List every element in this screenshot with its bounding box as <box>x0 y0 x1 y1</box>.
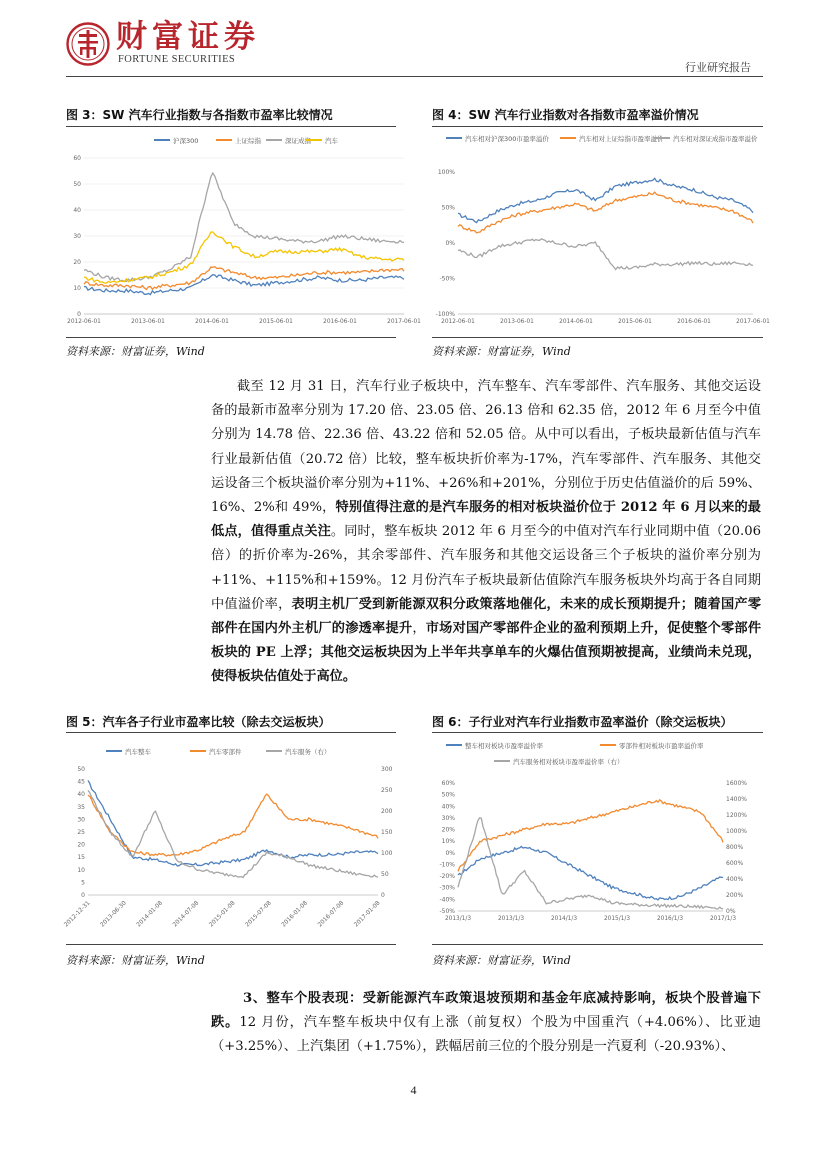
fig5-chart <box>63 737 412 937</box>
y-tick-label: -50% <box>439 275 455 283</box>
x-tick-label: 2017/1/3 <box>709 916 737 922</box>
fig6-bottom-rule <box>432 944 763 945</box>
y-tick-label: -50% <box>439 908 455 915</box>
fig4-source: 资料来源：财富证券，Wind <box>432 345 571 358</box>
legend-label-1: 汽车相对沪深300市盈率溢价 <box>465 135 549 143</box>
x-tick-label: 2013/1/3 <box>444 916 472 922</box>
legend-label-3: 汽车相对深证成指市盈率溢价 <box>673 135 758 143</box>
fig3-source: 资料来源：财富证券，Wind <box>66 345 205 358</box>
fig3-chart <box>66 132 421 330</box>
y-tick-label: 40 <box>77 791 85 799</box>
fig6-title: 图 6：子行业对汽车行业指数市盈率溢价（除交运板块） <box>432 715 733 729</box>
body-paragraph-1 <box>211 375 761 690</box>
y2-tick-label: 250 <box>381 787 393 794</box>
x-tick-label: 2014-06-01 <box>559 319 593 325</box>
y-tick-label: 35 <box>77 803 85 811</box>
header-divider <box>66 76 763 77</box>
fig3-bottom-rule <box>66 337 396 338</box>
series-line-2 <box>88 794 378 856</box>
y-tick-label: 30% <box>441 814 455 822</box>
fig5-title-rule <box>66 732 396 733</box>
legend-label-3: 汽车服务（右） <box>285 748 331 756</box>
y2-tick-label: 100 <box>381 850 393 857</box>
y2-tick-label: 200% <box>726 892 744 899</box>
para1-text-c: 。同时，整车板块 2012 年 6 月至今的中值对汽车行业同期中值（20.06 倍）的折价率为-26%，其余零部件、汽车服务和其他交运设备三个子板块的溢价率分别为+11%、+115%和+159%。12 月份汽车子板块最新估值除汽车服务板块外均高于各自同期中值溢价率， <box>211 524 761 612</box>
y2-tick-label: 150 <box>381 829 393 836</box>
fig4-bottom-rule <box>432 337 763 338</box>
y-tick-label: 60 <box>73 155 81 162</box>
company-logo <box>66 22 110 66</box>
para1-bold-b: 特别值得注意的是汽车服务的相对板块溢价位于 2012 年 6 月以来的最低点，值得重点关注 <box>211 500 761 540</box>
para1-bold-f: 市场对国产零部件企业的盈利预期上升，促使整个零部件板块的 PE 上浮；其他交运板块因为上半年共享单车的火爆估值预期被提高，业绩尚未兑现，使得板块估值处于高位。 <box>211 621 762 685</box>
y-tick-label: 5 <box>81 879 85 887</box>
y-tick-label: 40 <box>73 207 81 214</box>
y2-tick-label: 1400% <box>726 796 747 803</box>
y-tick-label: 0 <box>77 311 81 318</box>
y-tick-label: 40% <box>441 803 455 811</box>
y2-tick-label: 300 <box>381 766 393 773</box>
brand-name-cn: 财富证券 <box>116 19 260 55</box>
legend-label-3: 深证成指 <box>285 137 311 145</box>
y-tick-label: 30 <box>73 233 81 240</box>
y-tick-label: 0% <box>445 849 455 857</box>
y-tick-label: 60% <box>441 780 455 787</box>
y-tick-label: -30% <box>439 884 455 892</box>
fig5-bottom-rule <box>66 944 396 945</box>
y-tick-label: -100% <box>435 311 455 318</box>
x-tick-label: 2016-06-01 <box>323 319 357 325</box>
series-line-2 <box>458 192 753 233</box>
legend-label-2: 上证综指 <box>235 137 261 145</box>
series-line-2 <box>458 800 723 872</box>
para1-text-a: 截至 12 月 31 日，汽车行业子板块中，汽车整车、汽车零部件、汽车服务、其他交运设备的最新市盈率分别为 17.20 倍、23.05 倍、26.13 倍和 62.35 倍，2012 年 6 月至今中值分别为 14.78 倍、22.36 倍、43.22 倍和 52.05 倍。从中可以看出，子板块最新估值与汽车行业最新估值（20.72 倍）比较，整车板块折价率为-17%，汽车零部件、汽车服务、其他交运设备三个板块溢价率分别为+11%、+26%和+201%，分别位于历史估值溢价的后 59%、16%、2%和 49%， <box>211 379 761 516</box>
x-tick-label: 2017-01-08 <box>353 900 382 929</box>
y2-tick-label: 0 <box>381 892 385 899</box>
series-line-1 <box>88 780 378 866</box>
legend-label-2: 汽车相对上证综指市盈率溢价 <box>579 135 664 143</box>
para1-text-e: ， <box>412 621 426 637</box>
y2-tick-label: 1000% <box>726 828 747 835</box>
x-tick-label: 2012-12-31 <box>63 900 92 929</box>
y-tick-label: 20% <box>441 826 455 834</box>
y-tick-label: 50 <box>73 181 81 188</box>
para2-bold-a: 3、整车个股表现：受新能源汽车政策退坡预期和基金年底减持影响，板块个股普遍下跌。 <box>211 991 761 1031</box>
x-tick-label: 2013-06-01 <box>500 319 534 325</box>
y-tick-label: 30 <box>77 816 85 824</box>
series-line-1 <box>458 847 723 900</box>
page-number: 4 <box>410 1083 417 1097</box>
x-tick-label: 2015-06-01 <box>618 319 652 325</box>
x-tick-label: 2016-01-08 <box>280 900 310 929</box>
series-line-3 <box>458 239 753 270</box>
y2-tick-label: 600% <box>726 860 744 867</box>
legend-label-3: 汽车服务相对板块市盈率溢价率（右） <box>513 758 624 766</box>
y-tick-label: 45 <box>77 778 85 786</box>
x-tick-label: 2016/1/3 <box>656 916 684 922</box>
fig3-title-rule <box>66 126 396 127</box>
legend-label-1: 汽车整车 <box>125 748 151 756</box>
fig4-chart <box>432 132 770 330</box>
brand-name-en: FORTUNE SECURITIES <box>118 54 236 65</box>
x-tick-label: 2012-06-01 <box>67 319 101 325</box>
para2-text-b: 12 月份，汽车整车板块中仅有上涨（前复权）个股为中国重汽（+4.06%）、比亚迪（+3.25%）、上汽集团（+1.75%），跌幅居前三位的个股分别是一汽夏利（-20.93%）、 <box>211 1015 761 1055</box>
legend-label-1: 沪深300 <box>173 137 199 145</box>
fig3-title: 图 3：SW 汽车行业指数与各指数市盈率比较情况 <box>66 108 333 122</box>
x-tick-label: 2014/1/3 <box>550 916 578 922</box>
fig5-title: 图 5：汽车各子行业市盈率比较（除去交运板块） <box>66 715 331 729</box>
series-line-3 <box>84 173 404 281</box>
body-paragraph-2 <box>211 987 761 1060</box>
y-tick-label: 20 <box>73 259 81 266</box>
x-tick-label: 2015/1/3 <box>603 916 631 922</box>
x-tick-label: 2015-01-08 <box>208 900 237 929</box>
y2-tick-label: 0% <box>726 908 736 915</box>
fig6-source: 资料来源：财富证券，Wind <box>432 954 571 967</box>
y-tick-label: -10% <box>439 861 455 869</box>
legend-label-2: 汽车零部件 <box>209 748 242 756</box>
y-tick-label: 15 <box>77 854 85 862</box>
fig6-title-rule <box>432 732 763 733</box>
y-tick-label: 20 <box>77 841 85 849</box>
series-line-1 <box>458 178 753 222</box>
y2-tick-label: 50 <box>381 871 389 878</box>
fig4-title-rule <box>432 126 763 127</box>
y-tick-label: 50 <box>77 766 85 773</box>
y-tick-label: 10 <box>73 285 81 292</box>
series-line-4 <box>84 232 404 283</box>
legend-label-1: 整车相对板块市盈率溢价率 <box>465 742 543 750</box>
y-tick-label: 0 <box>81 892 85 899</box>
y-tick-label: 50% <box>441 791 455 799</box>
x-tick-label: 2016-07-08 <box>317 900 346 929</box>
y2-tick-label: 800% <box>726 844 744 851</box>
x-tick-label: 2015-06-01 <box>259 319 293 325</box>
y2-tick-label: 200 <box>381 808 393 815</box>
y2-tick-label: 400% <box>726 876 744 883</box>
y-tick-label: 100% <box>437 169 455 176</box>
y-tick-label: 10% <box>441 838 455 846</box>
fig4-title: 图 4：SW 汽车行业指数对各指数市盈率溢价情况 <box>432 108 699 122</box>
series-line-3 <box>88 790 378 877</box>
y-tick-label: 25 <box>77 829 85 836</box>
legend-label-4: 汽车 <box>325 137 338 145</box>
x-tick-label: 2014-07-08 <box>172 900 201 929</box>
y-tick-label: 50% <box>441 204 455 212</box>
report-type-label: 行业研究报告 <box>685 61 751 74</box>
x-tick-label: 2016-06-01 <box>677 319 711 325</box>
x-tick-label: 2017-06-01 <box>387 319 421 325</box>
y2-tick-label: 1600% <box>726 780 747 787</box>
x-tick-label: 2013-06-30 <box>99 900 128 929</box>
y-tick-label: 10 <box>77 866 85 874</box>
x-tick-label: 2013/1/3 <box>497 916 525 922</box>
y2-tick-label: 1200% <box>726 812 747 819</box>
x-tick-label: 2012-06-01 <box>441 319 475 325</box>
x-tick-label: 2014-06-01 <box>195 319 229 325</box>
x-tick-label: 2014-01-08 <box>135 900 165 929</box>
fig6-chart <box>432 737 763 937</box>
x-tick-label: 2017-06-01 <box>736 319 770 325</box>
y-tick-label: -40% <box>439 896 455 904</box>
y-tick-label: -20% <box>439 873 455 881</box>
legend-label-2: 零部件相对板块市盈率溢价率 <box>619 742 704 750</box>
para1-bold-d: 表明主机厂受到新能源双积分政策落地催化，未来的成长预期提升；随着国产零部件在国内外主机厂的渗透率提升 <box>211 596 762 637</box>
x-tick-label: 2013-06-01 <box>131 319 165 325</box>
y-tick-label: 0% <box>445 240 455 247</box>
x-tick-label: 2015-07-08 <box>244 900 273 929</box>
fig5-source: 资料来源：财富证券，Wind <box>66 954 205 967</box>
